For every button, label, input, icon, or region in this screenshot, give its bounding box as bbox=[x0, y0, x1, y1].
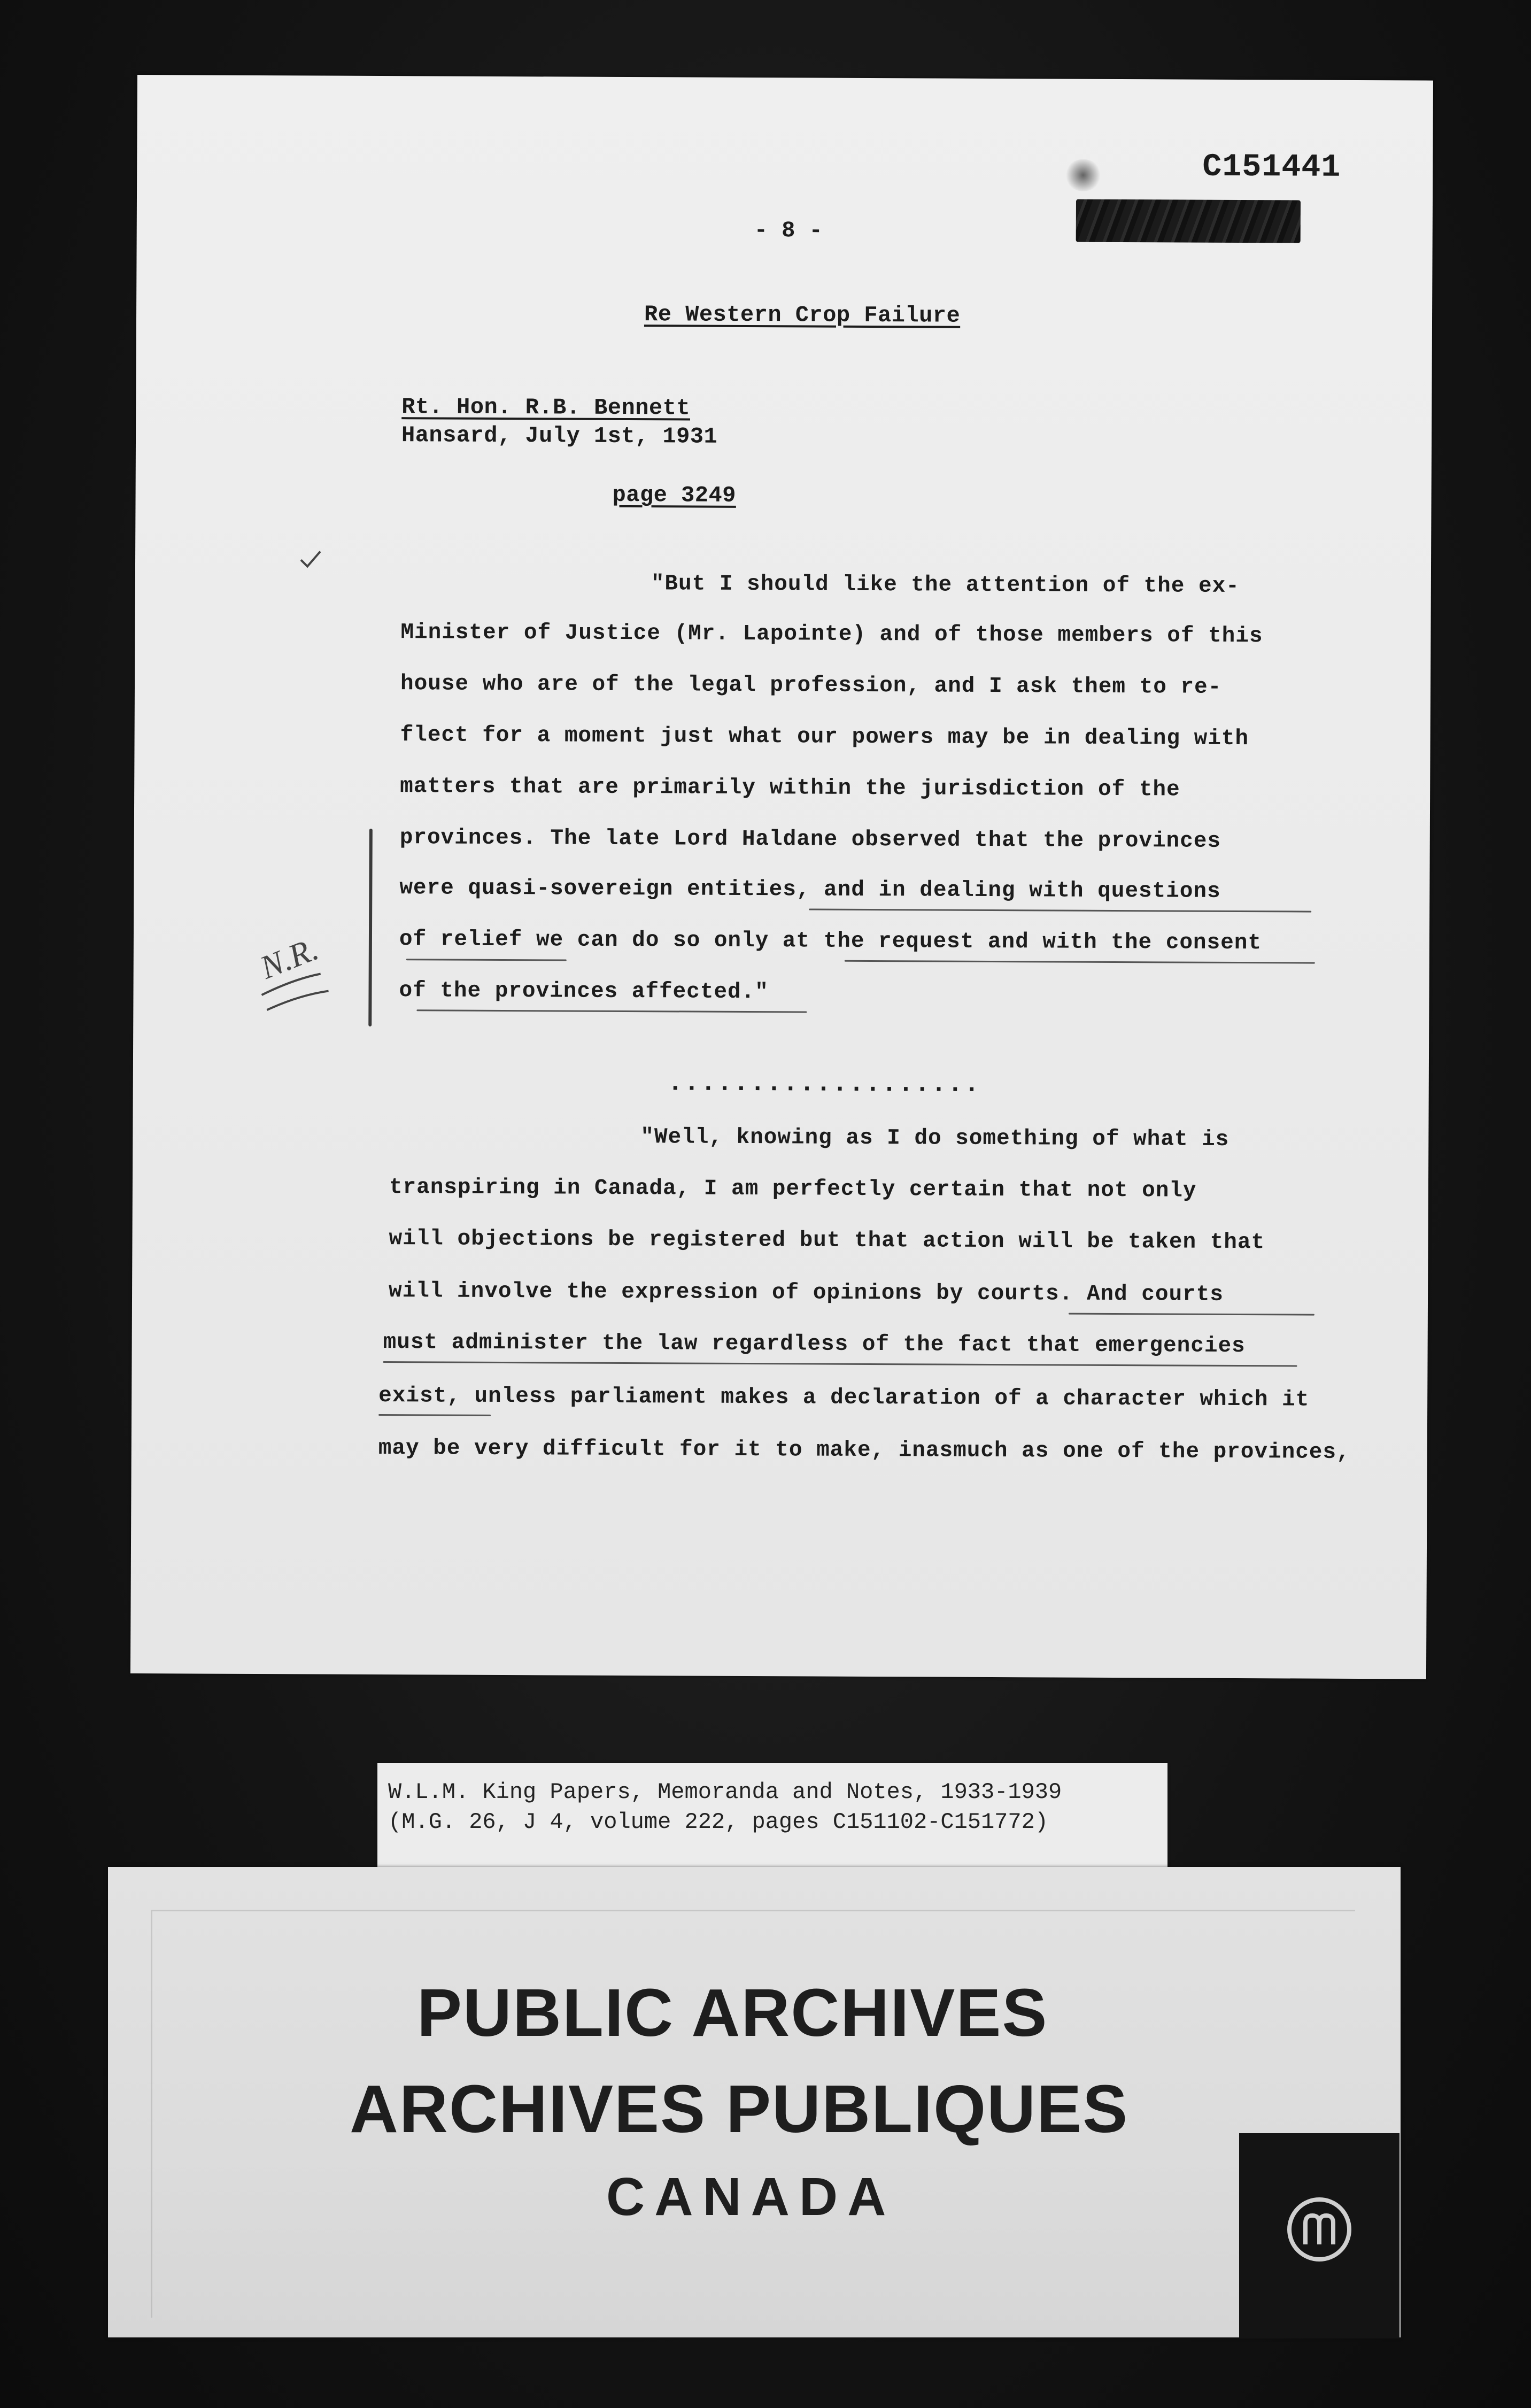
pencil-underline bbox=[406, 959, 567, 961]
pencil-underline bbox=[383, 1361, 1297, 1367]
quote2-line: will objections be registered but that action will be taken that bbox=[389, 1226, 1265, 1255]
quote1-line: matters that are primarily within the jurisdiction of the bbox=[400, 774, 1180, 802]
pencil-underline bbox=[845, 960, 1315, 964]
pencil-underline bbox=[809, 908, 1311, 912]
quote1-line: house who are of the legal profession, and I ask them to re- bbox=[400, 672, 1222, 700]
microfilm-logo-icon bbox=[1282, 2192, 1357, 2267]
archives-title-french: ARCHIVES PUBLIQUES bbox=[350, 2071, 1129, 2147]
reference-number: C151441 bbox=[1202, 149, 1341, 186]
margin-note-text: N.R. bbox=[255, 930, 324, 986]
quote2-line: "Well, knowing as I do something of what is bbox=[640, 1125, 1230, 1152]
source-citation: Hansard, July 1st, 1931 bbox=[401, 422, 718, 450]
quote1-line: flect for a moment just what our powers may be in dealing with bbox=[400, 723, 1249, 752]
pencil-underline bbox=[378, 1414, 491, 1416]
document-page bbox=[130, 75, 1433, 1679]
archives-card bbox=[108, 1867, 1401, 2337]
citation-line-2: (M.G. 26, J 4, volume 222, pages C151102-C151772) bbox=[388, 1809, 1049, 1835]
speaker-name: Rt. Hon. R.B. Bennett bbox=[401, 394, 691, 421]
ink-smudge bbox=[1064, 159, 1102, 191]
quote2-line: must administer the law regardless of the fact that emergencies bbox=[383, 1330, 1246, 1359]
quote1-line: provinces. The late Lord Haldane observed that the provinces bbox=[399, 825, 1221, 854]
page-number: - 8 - bbox=[754, 218, 823, 244]
page-reference: page 3249 bbox=[612, 482, 737, 508]
pencil-underline bbox=[1069, 1313, 1315, 1316]
section-separator: ................... bbox=[667, 1069, 981, 1099]
redaction-block bbox=[1076, 199, 1301, 243]
quote1-line: "But I should like the attention of the ex- bbox=[651, 572, 1240, 599]
quote2-line: will involve the expression of opinions by courts. And courts bbox=[388, 1279, 1224, 1307]
citation-line-1: W.L.M. King Papers, Memoranda and Notes, 1933-1939 bbox=[388, 1779, 1062, 1805]
pencil-underline bbox=[416, 1009, 807, 1013]
quote2-line: may be very difficult for it to make, inasmuch as one of the provinces, bbox=[378, 1435, 1350, 1465]
quote1-line: of the provinces affected." bbox=[399, 978, 769, 1005]
citation-label bbox=[377, 1763, 1167, 1882]
quote2-line: transpiring in Canada, I am perfectly certain that not only bbox=[389, 1175, 1197, 1203]
archives-country: CANADA bbox=[606, 2167, 896, 2227]
quote1-line: of relief we can do so only at the request and with the consent bbox=[399, 927, 1262, 956]
quote1-line: Minister of Justice (Mr. Lapointe) and of those members of this bbox=[400, 620, 1263, 649]
archives-title-english: PUBLIC ARCHIVES bbox=[417, 1975, 1048, 2050]
quote2-line: exist, unless parliament makes a declaration of a character which it bbox=[378, 1383, 1310, 1413]
quote1-line: were quasi-sovereign entities, and in dealing with questions bbox=[399, 876, 1221, 904]
pencil-margin-bar bbox=[368, 829, 373, 1027]
document-heading: Re Western Crop Failure bbox=[644, 302, 961, 329]
